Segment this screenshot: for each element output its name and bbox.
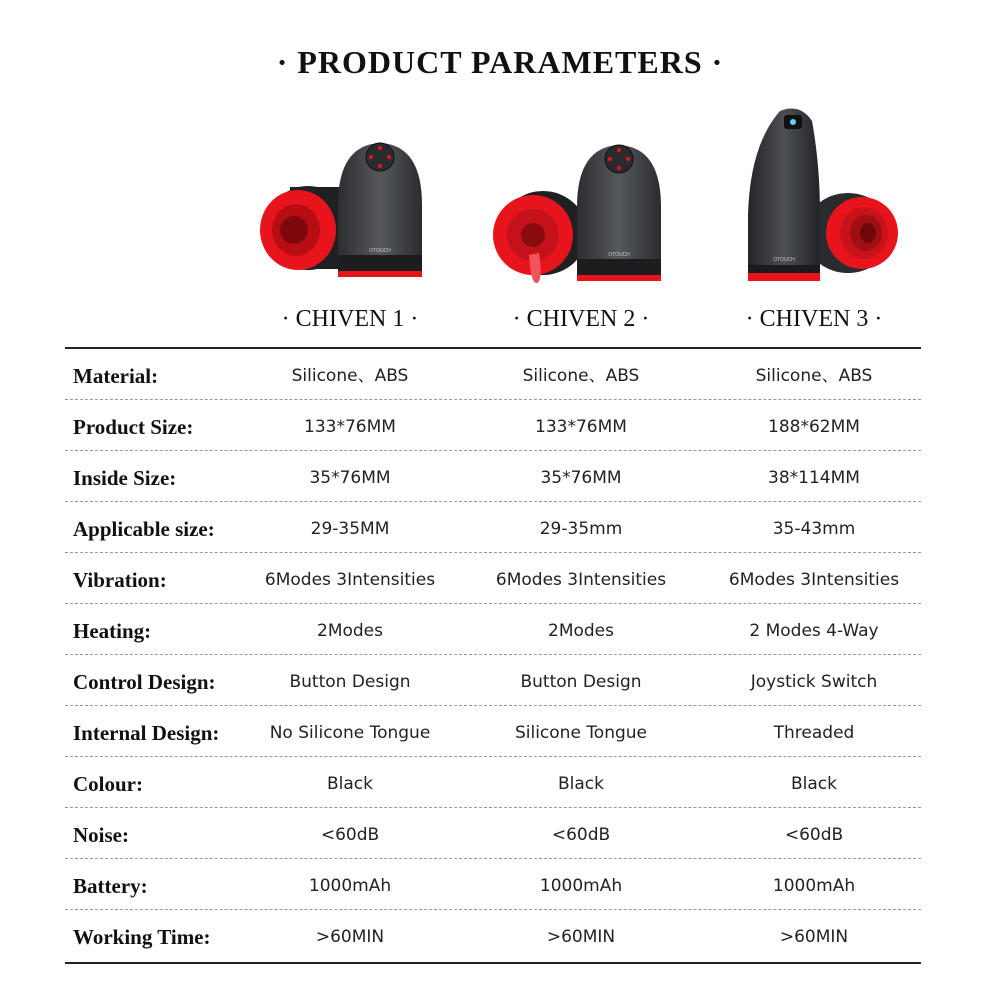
cell-chiven-1: 1000mAh <box>308 876 392 896</box>
product-image-chiven-2 <box>485 135 685 295</box>
cell-chiven-2: Button Design <box>520 672 642 692</box>
table-row <box>65 349 921 400</box>
row-label: Inside Size: <box>73 466 177 490</box>
cell-chiven-3: Threaded <box>773 723 855 743</box>
row-label: Internal Design: <box>73 721 220 745</box>
cell-chiven-2: 35*76MM <box>540 468 622 488</box>
cell-chiven-1: 35*76MM <box>309 468 391 488</box>
cell-chiven-3: 1000mAh <box>772 876 856 896</box>
row-label: Working Time: <box>73 925 211 949</box>
cell-chiven-3: 38*114MM <box>768 468 860 488</box>
cell-chiven-3: >60MIN <box>779 927 849 947</box>
cell-chiven-2: >60MIN <box>546 927 616 947</box>
page-title: · PRODUCT PARAMETERS · <box>276 44 724 80</box>
cell-chiven-2: 29-35mm <box>539 519 623 539</box>
cell-chiven-1: Silicone、ABS <box>291 366 409 386</box>
cell-chiven-3: 2 Modes 4-Way <box>749 621 879 641</box>
cell-chiven-3: Black <box>791 774 837 794</box>
cell-chiven-2: Silicone、ABS <box>522 366 640 386</box>
cell-chiven-1: <60dB <box>320 825 380 845</box>
cell-chiven-1: Black <box>327 774 373 794</box>
product-images <box>0 0 1000 345</box>
cell-chiven-3: 6Modes 3Intensities <box>728 570 900 590</box>
table-row <box>65 502 921 553</box>
row-label: Battery: <box>73 874 148 898</box>
brand-logo: OTOUCH <box>608 252 630 258</box>
brand-logo: OTOUCH <box>369 248 391 254</box>
row-label: Material: <box>73 364 159 388</box>
cell-chiven-1: 133*76MM <box>304 417 396 437</box>
table-row <box>65 553 921 604</box>
table-row <box>65 706 921 757</box>
cell-chiven-2: <60dB <box>551 825 611 845</box>
table-row <box>65 604 921 655</box>
product-name-chiven-2: · CHIVEN 2 · <box>512 306 650 332</box>
row-label: Applicable size: <box>73 517 215 541</box>
table-row <box>65 451 921 502</box>
table-row <box>65 910 921 961</box>
cell-chiven-1: 2Modes <box>317 621 383 641</box>
cell-chiven-1: No Silicone Tongue <box>269 723 431 743</box>
row-label: Product Size: <box>73 415 194 439</box>
cell-chiven-1: >60MIN <box>315 927 385 947</box>
cell-chiven-3: 188*62MM <box>768 417 860 437</box>
cell-chiven-2: 6Modes 3Intensities <box>495 570 667 590</box>
table-row <box>65 859 921 910</box>
product-name-chiven-3: · CHIVEN 3 · <box>745 306 883 332</box>
cell-chiven-2: 1000mAh <box>539 876 623 896</box>
product-image-chiven-1 <box>250 135 450 285</box>
row-label: Noise: <box>73 823 129 847</box>
cell-chiven-2: 2Modes <box>548 621 614 641</box>
cell-chiven-3: Joystick Switch <box>750 672 878 692</box>
cell-chiven-1: 29-35MM <box>310 519 390 539</box>
cell-chiven-2: Silicone Tongue <box>514 723 648 743</box>
cell-chiven-1: 6Modes 3Intensities <box>264 570 436 590</box>
table-bottom-rule <box>65 962 921 964</box>
row-label: Vibration: <box>73 568 167 592</box>
table-row <box>65 757 921 808</box>
cell-chiven-2: Black <box>558 774 604 794</box>
product-name-chiven-1: · CHIVEN 1 · <box>281 306 419 332</box>
table-row <box>65 400 921 451</box>
cell-chiven-1: Button Design <box>289 672 411 692</box>
table-row <box>65 808 921 859</box>
brand-logo: OTOUCH <box>773 257 795 263</box>
row-label: Heating: <box>73 619 152 643</box>
cell-chiven-3: Silicone、ABS <box>755 366 873 386</box>
cell-chiven-3: 35-43mm <box>772 519 856 539</box>
table-row <box>65 655 921 706</box>
cell-chiven-3: <60dB <box>784 825 844 845</box>
row-label: Control Design: <box>73 670 216 694</box>
cell-chiven-2: 133*76MM <box>535 417 627 437</box>
product-image-chiven-3 <box>740 105 910 285</box>
row-label: Colour: <box>73 772 143 796</box>
